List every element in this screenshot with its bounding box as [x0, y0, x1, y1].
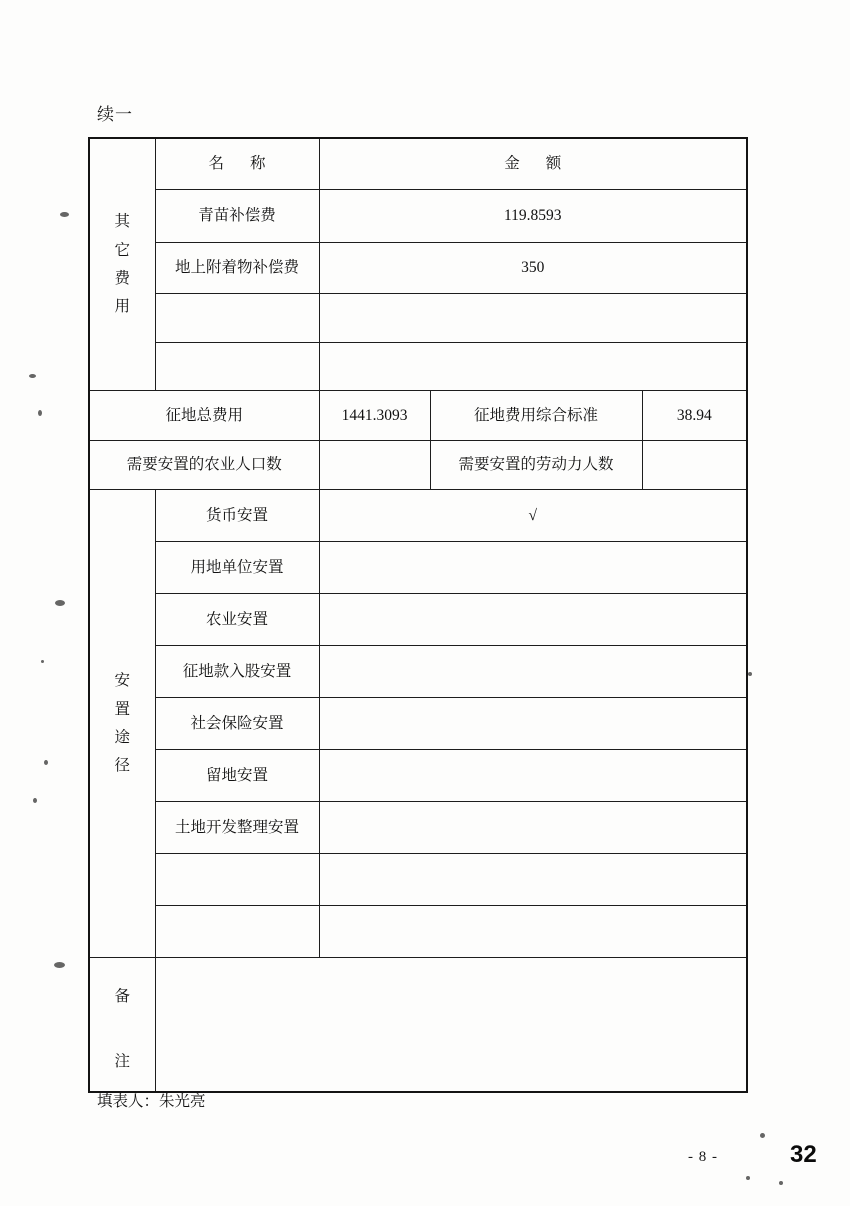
table-row-resettlement-method: [89, 906, 747, 958]
expense-name-1: 地上附着物补偿费: [155, 243, 319, 294]
expense-amount-3[interactable]: [319, 343, 747, 391]
column-header-amount: [319, 138, 747, 190]
resettlement-mark-0[interactable]: √: [319, 490, 747, 542]
resettlement-name-6: 土地开发整理安置: [155, 802, 319, 854]
agricultural-population-value[interactable]: [319, 441, 430, 490]
section-label-other-expenses: [89, 138, 155, 391]
expense-name-0: 青苗补偿费: [155, 190, 319, 243]
column-header-name: [155, 138, 319, 190]
total-cost-value[interactable]: 1441.3093: [319, 391, 430, 441]
section-label-char: 安: [114, 672, 130, 690]
table-row-resettlement-method: [89, 698, 747, 750]
comprehensive-standard-label: 征地费用综合标准: [430, 391, 642, 441]
expense-amount-2[interactable]: [319, 294, 747, 343]
column-header-amount-char2: 额: [545, 155, 562, 173]
expense-amount-0[interactable]: 119.8593: [319, 190, 747, 243]
table-row-expense-item: [89, 343, 747, 391]
section-label-char: 其: [114, 213, 130, 231]
section-label-char: 径: [114, 757, 130, 775]
section-label-char: 注: [114, 1053, 130, 1070]
scan-artifact: [55, 600, 65, 606]
resettlement-mark-8[interactable]: [319, 906, 747, 958]
expense-name-2[interactable]: [155, 294, 319, 343]
resettlement-name-0: 货币安置: [155, 490, 319, 542]
section-label-char: 置: [114, 700, 130, 718]
table-row-resettlement-method: [89, 542, 747, 594]
table-row-population: [89, 441, 747, 490]
resettlement-mark-4[interactable]: [319, 698, 747, 750]
resettlement-name-4: 社会保险安置: [155, 698, 319, 750]
table-row-other-expenses-header: [89, 138, 747, 190]
scan-artifact: [38, 410, 42, 416]
resettlement-name-2: 农业安置: [155, 594, 319, 646]
scan-artifact: [60, 212, 69, 217]
table-row-expense-item: [89, 294, 747, 343]
section-label-char: 备: [114, 987, 130, 1005]
table-row-resettlement-method: [89, 854, 747, 906]
resettlement-mark-6[interactable]: [319, 802, 747, 854]
resettlement-name-1: 用地单位安置: [155, 542, 319, 594]
agricultural-population-label: 需要安置的农业人口数: [89, 441, 319, 490]
scan-artifact: [748, 672, 752, 676]
form-filler-line: 填表人：朱光亮: [97, 1093, 206, 1110]
scan-artifact: [760, 1133, 765, 1138]
scan-artifact: [44, 760, 48, 765]
expense-name-3[interactable]: [155, 343, 319, 391]
column-header-amount-char1: 金: [504, 155, 520, 173]
resettlement-mark-5[interactable]: [319, 750, 747, 802]
section-label-char: 它: [114, 241, 130, 259]
column-header-name-char1: 名: [208, 155, 224, 173]
section-label-remarks: [89, 958, 155, 1093]
section-label-resettlement: [89, 490, 155, 958]
comprehensive-standard-value[interactable]: 38.94: [642, 391, 747, 441]
table-row-total-cost: [89, 391, 747, 441]
resettlement-name-5: 留地安置: [155, 750, 319, 802]
table-row-resettlement-method: [89, 646, 747, 698]
total-cost-label: 征地总费用: [89, 391, 319, 441]
column-header-name-char2: 称: [250, 155, 266, 173]
resettlement-mark-1[interactable]: [319, 542, 747, 594]
remarks-content[interactable]: [155, 958, 747, 1093]
labor-force-label: 需要安置的劳动力人数: [430, 441, 642, 490]
scan-artifact: [33, 798, 37, 803]
resettlement-mark-2[interactable]: [319, 594, 747, 646]
page-marker: - 8 -: [688, 1149, 718, 1165]
scan-artifact: [41, 660, 44, 663]
section-label-char: 途: [114, 729, 130, 746]
labor-force-value[interactable]: [642, 441, 747, 490]
table-row-resettlement-method: [89, 594, 747, 646]
resettlement-name-8[interactable]: [155, 906, 319, 958]
resettlement-name-3: 征地款入股安置: [155, 646, 319, 698]
continuation-label: 续一: [97, 105, 133, 124]
table-row-expense-item: [89, 190, 747, 243]
resettlement-mark-7[interactable]: [319, 854, 747, 906]
section-label-char: 用: [114, 298, 130, 316]
table-row-resettlement-method: [89, 490, 747, 542]
table-row-resettlement-method: [89, 802, 747, 854]
section-label-char: 费: [114, 270, 130, 287]
table-row-remarks: [89, 958, 747, 1093]
expense-amount-1[interactable]: 350: [319, 243, 747, 294]
scan-artifact: [779, 1181, 783, 1185]
page-number: 32: [790, 1141, 817, 1168]
land-acquisition-form-table: [88, 137, 748, 1093]
scan-artifact: [29, 374, 36, 378]
scan-artifact: [54, 962, 65, 968]
table-row-expense-item: [89, 243, 747, 294]
scan-artifact: [746, 1176, 750, 1180]
resettlement-name-7[interactable]: [155, 854, 319, 906]
resettlement-mark-3[interactable]: [319, 646, 747, 698]
table-row-resettlement-method: [89, 750, 747, 802]
